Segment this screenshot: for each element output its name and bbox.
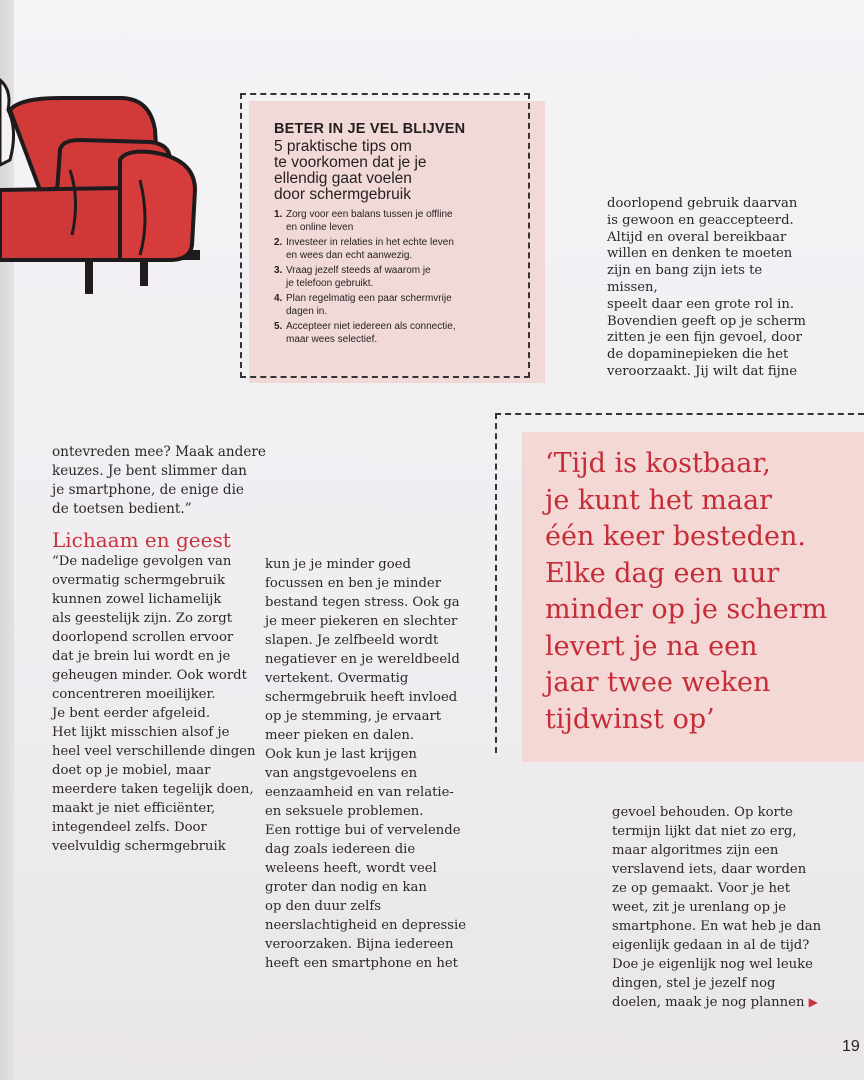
tips-title: BETER IN JE VEL BLIJVEN — [274, 121, 466, 137]
tip-item: 4. Plan regelmatig een paar schermvrije dagen in. — [274, 293, 452, 317]
tips-box — [274, 121, 514, 349]
continue-arrow-icon: ▶ — [808, 995, 818, 1009]
tip-item: 5. Accepteer niet iedereen als connectie, maar wees selectief. — [274, 321, 456, 345]
quote-border-top — [495, 413, 864, 415]
tip-item: 2. Investeer in relaties in het echte leven en wees dan echt aanwezig. — [274, 237, 454, 261]
tip-item: 1. Zorg voor een balans tussen je offline en online leven — [274, 209, 453, 233]
tip-item: 3. Vraag jezelf steeds af waarom je je telefoon gebruikt. — [274, 265, 431, 289]
pull-quote: ‘Tijd is kostbaar, je kunt het maar één keer besteden. Elke dag een uur minder op je scherm levert je na een jaar twee weken tijdwinst op’ — [545, 448, 828, 735]
armchair-illustration — [0, 70, 200, 310]
tips-subtitle: 5 praktische tips om te voorkomen dat je je ellendig gaat voelen door schermgebruik — [274, 138, 427, 203]
tips-list — [274, 209, 514, 346]
body-column-right-top: doorlopend gebruik daarvan is gewoon en geaccepteerd. Altijd en overal bereikbaar willen en denken te moeten zijn en bang zijn iets te missen, speelt daar een grote rol in. Bovendien geeft op je scherm zitten je een fijn gevoel, door de dopaminepieken die het veroorzaakt. Jij wilt dat fijne — [607, 196, 806, 379]
body-column-b: kun je je minder goed focussen en ben je minder bestand tegen stress. Ook ga je meer piekeren en slechter slapen. Je zelfbeeld wordt negatiever en je wereldbeeld vertekent. Overmatig schermgebruik heeft invloed op je stemming, je ervaart meer pieken en dalen. Ook kun je last krijgen van angstgevoelens en eenzaamheid en van relatie- en seksuele problemen. Een rottige bui of vervelende dag zoals iedereen die weleens heeft, wordt veel groter dan nodig en kan op den duur zelfs neerslachtigheid en depressie veroorzaken. Bijna iedereen heeft een smartphone en het — [265, 557, 467, 971]
body-column-a: “De nadelige gevolgen van overmatig schermgebruik kunnen zowel lichamelijk als geestelijk zijn. Zo zorgt doorlopend scrollen ervoor dat je brein lui wordt en je geheugen minder. Ook wordt concentreren moeilijker. Je bent eerder afgeleid. Het lijkt misschien alsof je heel veel verschillende dingen doet op je mobiel, maar meerdere taken tegelijk doen, maakt je niet efficiënter, integendeel zelfs. Door veelvuldig schermgebruik — [52, 554, 256, 854]
quote-border-left — [495, 413, 497, 753]
page-number: 19 — [842, 1038, 860, 1055]
body-column-left-top: ontevreden mee? Maak andere keuzes. Je bent slimmer dan je smartphone, de enige die de toetsen bedient.” — [52, 444, 266, 517]
section-heading: Lichaam en geest — [52, 528, 231, 552]
body-column-c: gevoel behouden. Op korte termijn lijkt dat niet zo erg, maar algoritmes zijn een verslavend iets, daar worden ze op gemaakt. Voor je het weet, zit je urenlang op je smartphone. En wat heb je dan eigenlijk gedaan in al de tijd? Doe je eigenlijk nog wel leuke dingen, stel je jezelf nog doelen, maak je nog plannen ▶ — [612, 805, 822, 1010]
